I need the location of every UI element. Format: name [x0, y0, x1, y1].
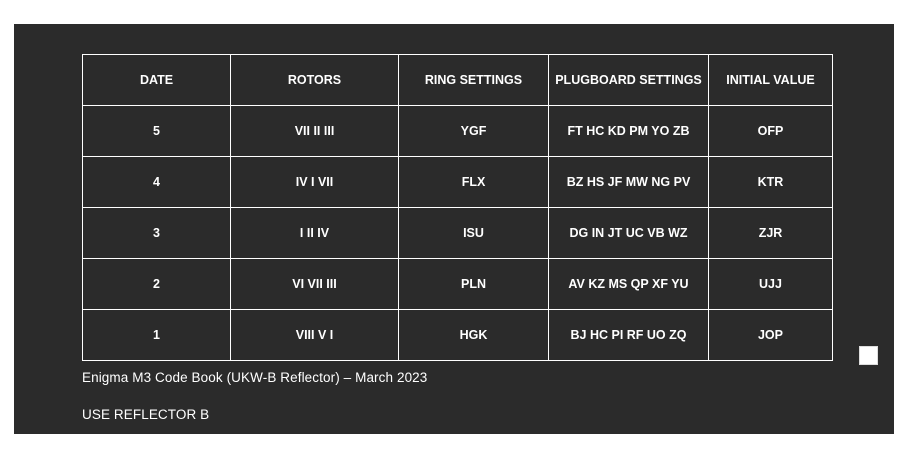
table-row: [83, 157, 833, 208]
cell-rotors: VI VII III: [231, 259, 399, 310]
cell-ring-settings: ISU: [399, 208, 549, 259]
cell-plugboard-settings: AV KZ MS QP XF YU: [549, 259, 709, 310]
cell-rotors: VII II III: [231, 106, 399, 157]
table-row: [83, 259, 833, 310]
cell-plugboard-settings: FT HC KD PM YO ZB: [549, 106, 709, 157]
cell-plugboard-settings: DG IN JT UC VB WZ: [549, 208, 709, 259]
table-header-row: [83, 55, 833, 106]
cell-date: 2: [83, 259, 231, 310]
cell-initial-value-text: KTR: [757, 174, 784, 189]
column-header-initial-value: INITIAL VALUE: [709, 55, 833, 106]
cell-ring-settings: YGF: [399, 106, 549, 157]
cell-ring-settings: HGK: [399, 310, 549, 361]
document-body: [14, 24, 894, 434]
resize-handle[interactable]: [859, 346, 878, 365]
column-header-rotors: ROTORS: [231, 55, 399, 106]
cell-date: 4: [83, 157, 231, 208]
column-header-date: DATE: [83, 55, 231, 106]
cell-ring-settings: FLX: [399, 157, 549, 208]
table-row: [83, 310, 833, 361]
table-row: [83, 208, 833, 259]
cell-date: 1: [83, 310, 231, 361]
document-content: [82, 54, 832, 422]
code-book-table: [82, 54, 833, 361]
table-row: [83, 106, 833, 157]
column-header-plugboard-settings: PLUGBOARD SETTINGS: [549, 55, 709, 106]
cell-initial-value: ZJR: [709, 208, 833, 259]
cell-initial-value: JOP: [709, 310, 833, 361]
cell-initial-value: [709, 157, 833, 208]
cell-date: 5: [83, 106, 231, 157]
cell-rotors: I II IV: [231, 208, 399, 259]
cell-plugboard-settings: BJ HC PI RF UO ZQ: [549, 310, 709, 361]
cell-rotors: VIII V I: [231, 310, 399, 361]
cell-initial-value: UJJ: [709, 259, 833, 310]
cell-ring-settings: PLN: [399, 259, 549, 310]
column-header-ring-settings: RING SETTINGS: [399, 55, 549, 106]
cell-initial-value: OFP: [709, 106, 833, 157]
document-note: USE REFLECTOR B: [82, 407, 210, 422]
cell-plugboard-settings: BZ HS JF MW NG PV: [549, 157, 709, 208]
document-caption: Enigma M3 Code Book (UKW-B Reflector) – March 2023: [82, 370, 428, 385]
cell-date: 3: [83, 208, 231, 259]
cell-rotors: IV I VII: [231, 157, 399, 208]
